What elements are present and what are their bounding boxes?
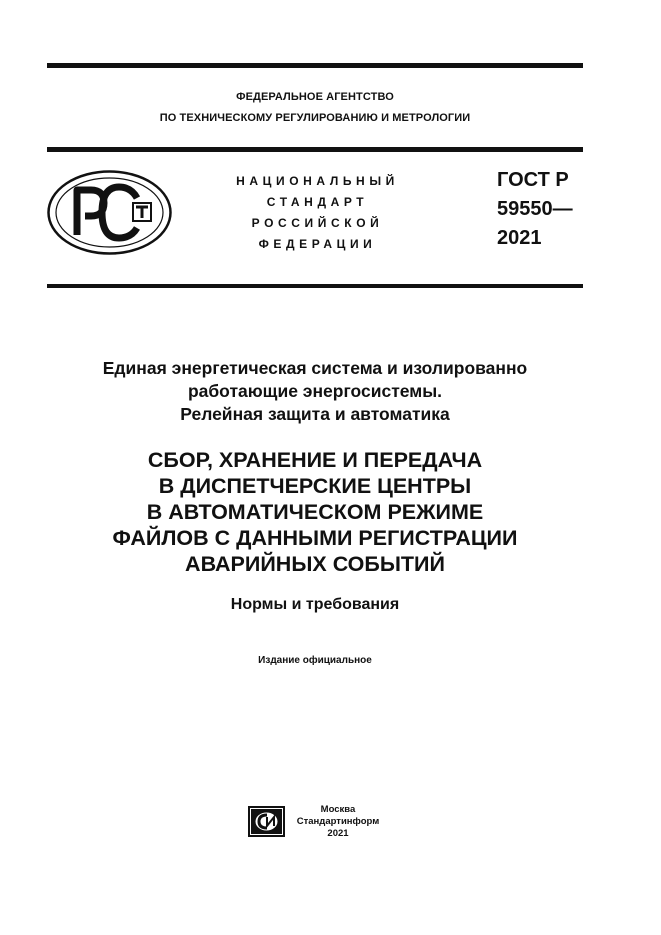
gost-r-logo-icon bbox=[47, 170, 172, 255]
status-line-2: СТАНДАРТ bbox=[266, 195, 369, 209]
document-subtitle bbox=[47, 357, 583, 426]
publisher-year: 2021 bbox=[327, 828, 349, 839]
standard-number-line-3: 2021 bbox=[497, 227, 542, 249]
status-line-1: НАЦИОНАЛЬНЫЙ bbox=[236, 174, 399, 188]
publisher-name: Стандартинформ bbox=[296, 816, 380, 827]
subtitle-line-1: Единая энергетическая система и изолированно bbox=[102, 358, 528, 378]
status-line-3: РОССИЙСКОЙ bbox=[251, 216, 384, 230]
top-rule bbox=[47, 63, 583, 68]
title-line-2: В ДИСПЕТЧЕРСКИЕ ЦЕНТРЫ bbox=[158, 474, 472, 498]
agency-line-2: ПО ТЕХНИЧЕСКОМУ РЕГУЛИРОВАНИЮ И МЕТРОЛОГИИ bbox=[159, 112, 471, 124]
status-line-4: ФЕДЕРАЦИИ bbox=[258, 237, 377, 251]
subtitle-line-3: Релейная защита и автоматика bbox=[180, 404, 450, 424]
title-line-5: АВАРИЙНЫХ СОБЫТИЙ bbox=[185, 552, 445, 576]
document-title bbox=[47, 447, 583, 577]
edition-label: Издание официальное bbox=[258, 655, 372, 666]
standard-status bbox=[205, 171, 430, 255]
standard-number bbox=[497, 166, 597, 253]
standard-number-line-1: ГОСТ Р bbox=[497, 169, 569, 191]
publisher-city: Москва bbox=[320, 804, 356, 815]
title-line-4: ФАЙЛОВ С ДАННЫМИ РЕГИСТРАЦИИ bbox=[112, 526, 518, 550]
standard-number-line-2: 59550— bbox=[497, 198, 573, 220]
bottom-rule bbox=[47, 284, 583, 288]
standartinform-logo-icon bbox=[248, 806, 285, 837]
subtitle-line-2: работающие энергосистемы. bbox=[187, 381, 443, 401]
title-line-3: В АВТОМАТИЧЕСКОМ РЕЖИМЕ bbox=[146, 500, 484, 524]
norms-heading: Нормы и требования bbox=[230, 596, 400, 613]
publisher-block bbox=[290, 804, 386, 840]
title-line-1: СБОР, ХРАНЕНИЕ И ПЕРЕДАЧА bbox=[147, 448, 483, 472]
agency-line-1: ФЕДЕРАЛЬНОЕ АГЕНТСТВО bbox=[236, 91, 394, 103]
header-rule bbox=[47, 147, 583, 152]
